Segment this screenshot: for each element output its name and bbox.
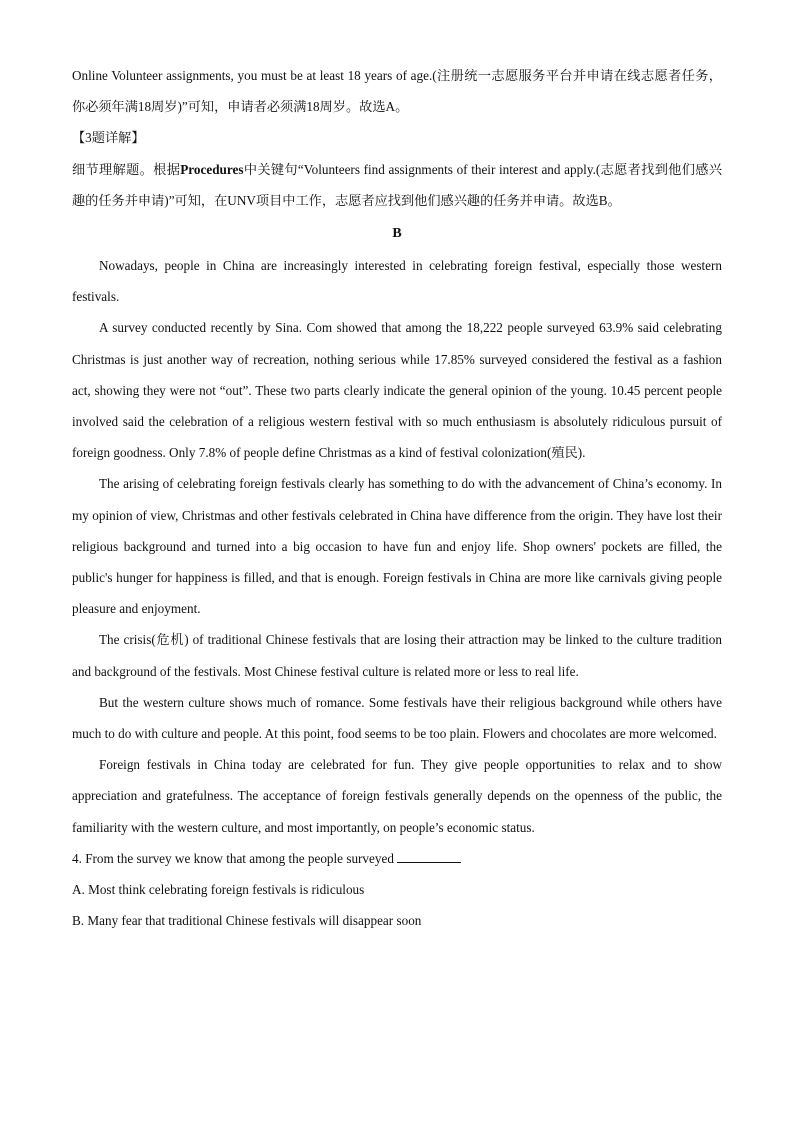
question-stem <box>72 843 722 874</box>
q3-heading: 【3题详解】 <box>72 130 145 146</box>
question-stem-text: 4. From the survey we know that among the people surveyed <box>72 850 394 866</box>
passage-paragraph-3: The arising of celebrating foreign festivals clearly has something to do with the advancement of China’s economy. In my opinion of view, Christmas and other festivals celebrated in China have difference from the origin. They have lost their religious background and turned into a big occasion to have fun and enjoy life. Shop owners' pockets are filled, the public's hunger for happiness is filled, and that is enough. Foreign festivals in China are more like carnivals giving people pleasure and enjoyment. <box>72 476 722 617</box>
passage-paragraph-5: But the western culture shows much of romance. Some festivals have their religious background while others have much to do with culture and people. At this point, food seems to be too plain. Flowers and chocolates are more welcomed. <box>72 694 722 742</box>
passage-paragraph-1: Nowadays, people in China are increasingly interested in celebrating foreign festival, especially those western festivals. <box>72 258 722 305</box>
q3-explanation-post: 中关键句“Volunteers find assignments of their interest and apply.(志愿者找到他们感兴趣的任务并申请)”可知，在UNV项目中工作，志愿者应找到他们感兴趣的任务并申请。故选B。 <box>72 161 723 208</box>
passage-paragraph-6: Foreign festivals in China today are celebrated for fun. They give people opportunities to relax and to show appreciation and gratefulness. The acceptance of foreign festivals generally depends on the openness of the public, the familiarity with the western culture, and most importantly, on people’s economic status. <box>72 757 722 835</box>
q3-explanation <box>72 154 722 216</box>
passage-paragraph-4: The crisis(危机) of traditional Chinese festivals that are losing their attraction may be linked to the culture tradition and background of the festivals. Most Chinese festival culture is related more or less to real life. <box>72 632 722 679</box>
q3-explanation-bold: Procedures <box>180 161 244 177</box>
previous-answer-text: Online Volunteer assignments, you must be at least 18 years of age.(注册统一志愿服务平台并申请在线志愿者任务，你必须年满18周岁)”可知，申请者必须满18周岁。故选A。 <box>72 68 722 115</box>
q3-explanation-pre: 细节理解题。根据 <box>72 161 181 177</box>
answer-blank <box>397 850 461 863</box>
document-page <box>72 60 722 936</box>
passage-paragraph-2: A survey conducted recently by Sina. Com showed that among the 18,222 people surveyed 63.9% said celebrating Christmas is just another way of recreation, nothing serious while 17.85% surveyed considered the festival as a fashion act, showing they were not “out”. These two parts clearly indicate the general opinion of the young. 10.45 percent people involved said the celebration of a religious western festival with so much enthusiasm is absolutely ridiculous pursuit of foreign goodness. Only 7.8% of people define Christmas as a kind of festival colonization(殖民). <box>72 320 722 461</box>
option-b: B. Many fear that traditional Chinese festivals will disappear soon <box>72 913 422 929</box>
section-title: B <box>392 226 402 242</box>
option-a: A. Most think celebrating foreign festivals is ridiculous <box>72 882 365 898</box>
